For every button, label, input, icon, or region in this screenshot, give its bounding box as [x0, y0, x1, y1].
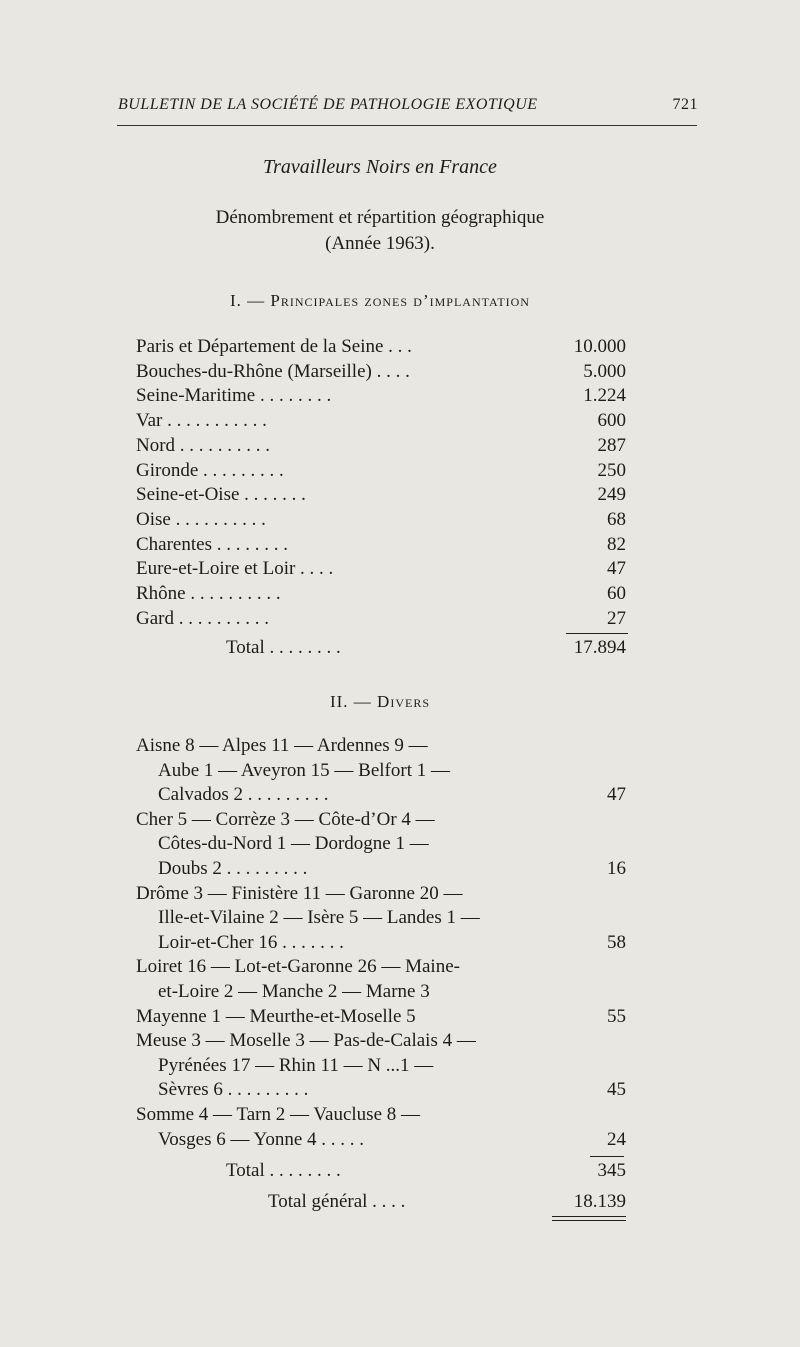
divers-row [136, 1129, 636, 1153]
zone-label: Oise . . . . . . . . . . [136, 508, 266, 530]
zone-row [136, 435, 636, 459]
divers-row [136, 760, 636, 784]
divers-value: 24 [607, 1128, 626, 1150]
zone-value: 27 [607, 607, 626, 629]
zone-value: 68 [607, 508, 626, 530]
zone-label: Eure-et-Loire et Loir . . . . [136, 558, 334, 580]
divers-value: 16 [607, 858, 626, 879]
zone-value: 249 [597, 484, 626, 506]
divers-row [136, 833, 636, 857]
divers-row [136, 981, 636, 1005]
zone-row [136, 361, 636, 385]
zone-row [136, 336, 636, 360]
zone-row [136, 608, 636, 632]
zone-value: 1.224 [583, 385, 626, 407]
section-heading-divers: II. — Divers [329, 692, 431, 711]
zone-label: Seine-Maritime . . . . . . . . [136, 385, 332, 407]
zone-row [136, 509, 636, 533]
document-title: Travailleurs Noirs en France [263, 156, 497, 178]
divers-row [136, 883, 636, 907]
grand-total-row [136, 1191, 636, 1215]
zone-value: 5.000 [583, 360, 626, 382]
divers-value: 55 [607, 1005, 626, 1027]
zone-label: Gironde . . . . . . . . . [136, 459, 284, 481]
grand-total-value: 18.139 [573, 1191, 626, 1212]
zone-label: Seine-et-Oise . . . . . . . [136, 484, 306, 506]
divers-label: et-Loire 2 — Manche 2 — Marne 3 [158, 981, 430, 1002]
divers-label: Aisne 8 — Alpes 11 — Ardennes 9 — [136, 735, 428, 756]
divers-row [136, 1006, 636, 1030]
zone-label: Var . . . . . . . . . . . [136, 410, 267, 432]
zone-row [136, 484, 636, 508]
zone-row [136, 410, 636, 434]
divers-subtotal-rule [590, 1156, 624, 1157]
divers-label: Mayenne 1 — Meurthe-et-Moselle 5 [136, 1005, 416, 1027]
divers-row [136, 1030, 636, 1054]
section-heading-principal-zones: I. — Principales zones d’implantation [230, 291, 530, 310]
total-row-divers [136, 1160, 636, 1184]
zone-label: Bouches-du-Rhône (Marseille) . . . . [136, 360, 410, 382]
zone-value: 10.000 [573, 336, 626, 357]
divers-total-label: Total . . . . . . . . [226, 1160, 341, 1181]
total-row-principal [136, 637, 636, 661]
page-number: 721 [672, 96, 698, 113]
divers-row [136, 1055, 636, 1079]
zone-value: 47 [607, 558, 626, 580]
divers-row [136, 858, 636, 882]
divers-value: 58 [607, 931, 626, 953]
divers-label: Cher 5 — Corrèze 3 — Côte-d’Or 4 — [136, 808, 435, 830]
zone-label: Paris et Département de la Seine . . . [136, 336, 412, 357]
divers-row [136, 809, 636, 833]
zone-row [136, 385, 636, 409]
grand-total-label: Total général . . . . [268, 1191, 406, 1212]
zone-label: Charentes . . . . . . . . [136, 533, 288, 555]
zone-value: 250 [597, 459, 626, 481]
divers-label: Calvados 2 . . . . . . . . . [158, 784, 329, 806]
running-header [118, 96, 698, 114]
divers-label: Vosges 6 — Yonne 4 . . . . . [158, 1128, 365, 1150]
zone-row [136, 460, 636, 484]
divers-label: Somme 4 — Tarn 2 — Vaucluse 8 — [136, 1104, 420, 1125]
zone-row [136, 558, 636, 582]
total-label: Total . . . . . . . . [226, 637, 341, 658]
zone-row [136, 534, 636, 558]
zone-value: 600 [597, 410, 626, 432]
zone-value: 82 [607, 533, 626, 555]
divers-value: 45 [607, 1079, 626, 1101]
document-subtitle: Dénombrement et répartition géographique [215, 207, 545, 228]
divers-label: Sèvres 6 . . . . . . . . . [158, 1079, 309, 1101]
divers-label: Ille-et-Vilaine 2 — Isère 5 — Landes 1 — [158, 907, 480, 929]
divers-label: Aube 1 — Aveyron 15 — Belfort 1 — [158, 759, 450, 781]
divers-label: Doubs 2 . . . . . . . . . [158, 858, 308, 879]
zone-value: 60 [607, 583, 626, 604]
divers-row [136, 735, 636, 759]
zone-label: Rhône . . . . . . . . . . [136, 583, 281, 604]
divers-row [136, 932, 636, 956]
total-value: 17.894 [573, 637, 626, 658]
subtotal-rule [566, 633, 628, 634]
zone-label: Gard . . . . . . . . . . [136, 607, 269, 629]
divers-label: Drôme 3 — Finistère 11 — Garonne 20 — [136, 882, 463, 904]
divers-label: Meuse 3 — Moselle 3 — Pas-de-Calais 4 — [136, 1030, 476, 1052]
zone-label: Nord . . . . . . . . . . [136, 434, 271, 456]
journal-title: BULLETIN DE LA SOCIÉTÉ DE PATHOLOGIE EXOTIQUE [118, 96, 538, 113]
zone-row [136, 583, 636, 607]
divers-row [136, 907, 636, 931]
divers-value: 47 [607, 784, 626, 806]
divers-total-value: 345 [597, 1160, 626, 1181]
divers-label: Côtes-du-Nord 1 — Dordogne 1 — [158, 833, 429, 855]
header-rule [117, 125, 697, 126]
divers-row [136, 956, 636, 980]
divers-label: Loiret 16 — Lot-et-Garonne 26 — Maine- [136, 956, 460, 978]
grand-total-double-rule [552, 1216, 626, 1221]
document-year: (Année 1963). [325, 233, 435, 254]
divers-row [136, 1079, 636, 1103]
divers-row [136, 784, 636, 808]
divers-label: Loir-et-Cher 16 . . . . . . . [158, 931, 344, 953]
divers-label: Pyrénées 17 — Rhin 11 — N ...1 — [158, 1054, 434, 1076]
divers-row [136, 1104, 636, 1128]
zone-value: 287 [597, 434, 626, 456]
